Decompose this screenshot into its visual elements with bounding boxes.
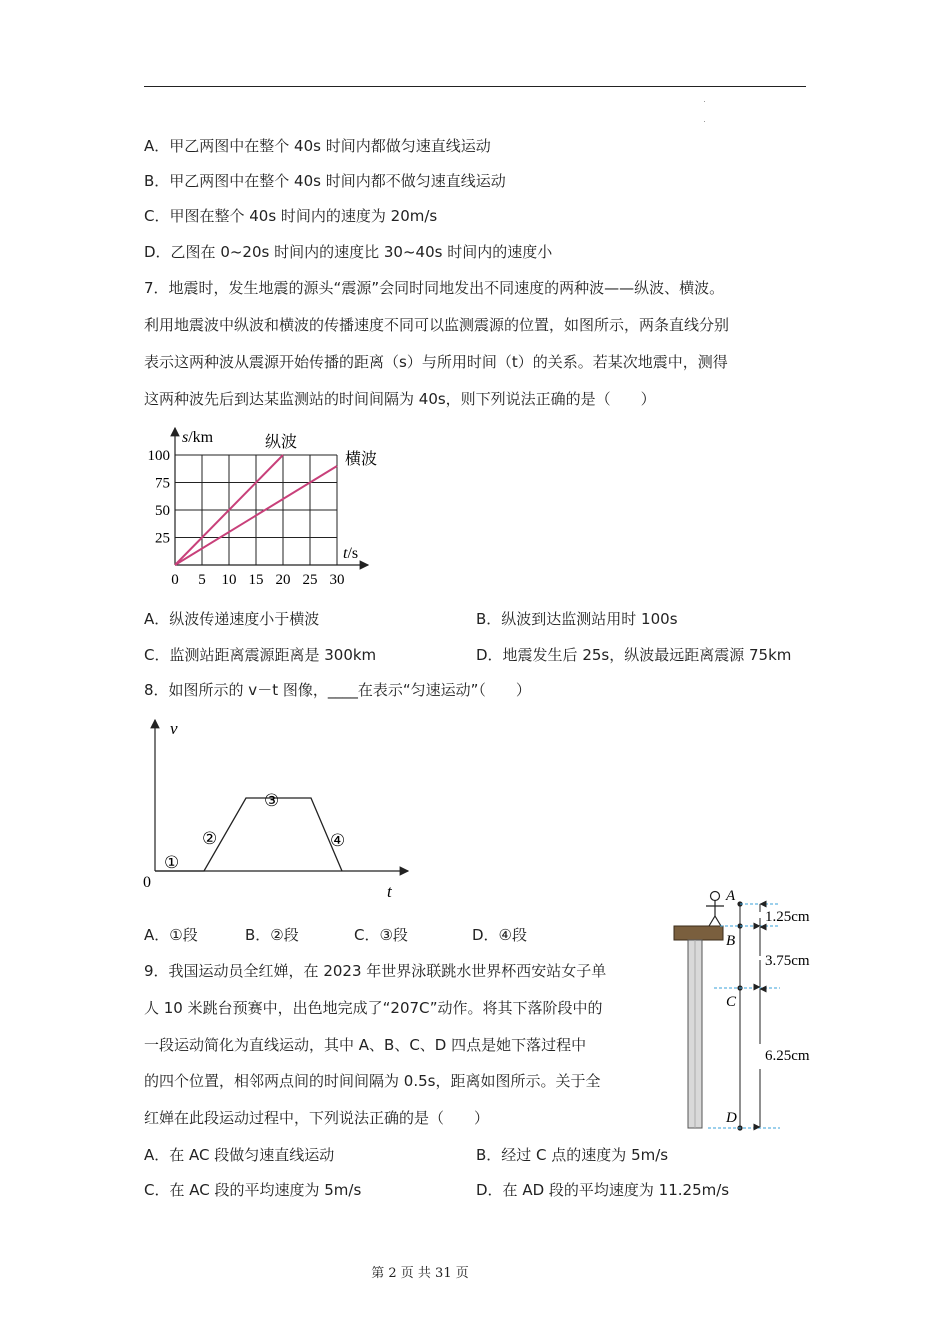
y-tick-label: 100 (147, 448, 170, 464)
point-b-label: B (726, 933, 736, 949)
q7-option-a: A．纵波传递速度小于横波 (144, 610, 320, 628)
q9-stem-line: 的四个位置，相邻两点间的时间间隔为 0.5s，距离如图所示。关于全 (144, 1072, 601, 1090)
q7-stem-line: 这两种波先后到达某监测站的时间间隔为 40s，则下列说法正确的是（ ） (144, 390, 656, 408)
q9-stem-line: 红婵在此段运动过程中，下列说法正确的是（ ） (144, 1109, 490, 1127)
segment-3-label: ③ (264, 791, 280, 810)
header-rule (144, 86, 806, 87)
q9-platform-diagram (668, 884, 830, 1134)
segment-1-label: ① (164, 853, 180, 872)
x-tick-label: 30 (329, 572, 345, 588)
q7-option-b: B．纵波到达监测站用时 100s (476, 610, 678, 628)
header-dot (704, 121, 705, 122)
q9-stem-line: 9．我国运动员全红婵，在 2023 年世界泳联跳水世界杯西安站女子单 (144, 962, 607, 980)
v-axis-label: v (170, 719, 178, 738)
platform-board (674, 926, 723, 940)
y-tick-label: 25 (155, 530, 170, 547)
q9-stem-line: 一段运动简化为直线运动，其中 A、B、C、D 四点是她下落过程中 (144, 1036, 587, 1054)
point-c-label: C (726, 994, 737, 1010)
q7-stem-line: 利用地震波中纵波和横波的传播速度不同可以监测震源的位置，如图所示，两条直线分别 (144, 316, 730, 334)
q6-option-b: B．甲乙两图中在整个 40s 时间内都不做匀速直线运动 (144, 172, 506, 190)
chart-grid (175, 455, 337, 565)
x-tick-label: 10 (221, 572, 237, 588)
x-tick-label: 25 (302, 572, 318, 588)
q6-option-d: D．乙图在 0~20s 时间内的速度比 30~40s 时间内的速度小 (144, 243, 553, 261)
q7-st-chart (140, 422, 400, 594)
q7-stem-line: 7．地震时，发生地震的源头“震源”会同时同地发出不同速度的两种波——纵波、横波。 (144, 279, 725, 297)
point-d-label: D (726, 1110, 737, 1126)
distance-bc-label: 3.75cm (765, 953, 810, 969)
vt-curve (155, 798, 342, 871)
q8-option-a: A．①段 (144, 926, 198, 944)
q6-option-c: C．甲图在整个 40s 时间内的速度为 20m/s (144, 207, 438, 225)
segment-4-label: ④ (330, 831, 346, 850)
point-a-label: A (726, 888, 736, 904)
series-name-label: 横波 (345, 451, 378, 468)
q9-option-d: D．在 AD 段的平均速度为 11.25m/s (476, 1181, 730, 1199)
x-tick-label: 15 (248, 572, 264, 588)
header-dot (704, 101, 705, 102)
q9-option-a: A．在 AC 段做匀速直线运动 (144, 1146, 335, 1164)
q8-vt-graph (138, 712, 418, 902)
q7-option-d: D．地震发生后 25s，纵波最远距离震源 75km (476, 646, 792, 664)
segment-2-label: ② (202, 829, 218, 848)
diver-figure (706, 892, 724, 927)
q8-option-b: B．②段 (245, 926, 299, 944)
y-axis-label: s/km (182, 429, 214, 446)
q8-option-d: D．④段 (472, 926, 527, 944)
q9-stem-line: 人 10 米跳台预赛中，出色地完成了“207C”动作。将其下落阶段中的 (144, 999, 603, 1017)
distance-cd-label: 6.25cm (765, 1048, 810, 1064)
q9-option-b: B．经过 C 点的速度为 5m/s (476, 1146, 669, 1164)
y-tick-label: 50 (155, 503, 170, 519)
x-tick-label: 5 (198, 572, 206, 588)
q7-stem-line: 表示这两种波从震源开始传播的距离（s）与所用时间（t）的关系。若某次地震中，测得 (144, 353, 728, 371)
q6-option-a: A．甲乙两图中在整个 40s 时间内都做匀速直线运动 (144, 137, 491, 155)
chart-tick-labels (148, 448, 345, 588)
origin-label: 0 (143, 874, 151, 891)
x-tick-label: 20 (275, 572, 291, 588)
q8-option-c: C．③段 (354, 926, 408, 944)
q9-option-c: C．在 AC 段的平均速度为 5m/s (144, 1181, 362, 1199)
y-tick-label: 75 (155, 475, 170, 492)
x-tick-label: 0 (171, 572, 179, 588)
t-axis-label: t (387, 882, 392, 901)
q7-option-c: C．监测站距离震源距离是 300km (144, 646, 377, 664)
distance-ab-label: 1.25cm (765, 909, 810, 925)
page-number: 第 2 页 共 31 页 (371, 1266, 469, 1281)
x-axis-label: t/s (343, 545, 359, 562)
q8-stem: 8．如图所示的 v－t 图像，____在表示“匀速运动”（ ） (144, 681, 531, 699)
series-name-label: 纵波 (265, 434, 298, 451)
